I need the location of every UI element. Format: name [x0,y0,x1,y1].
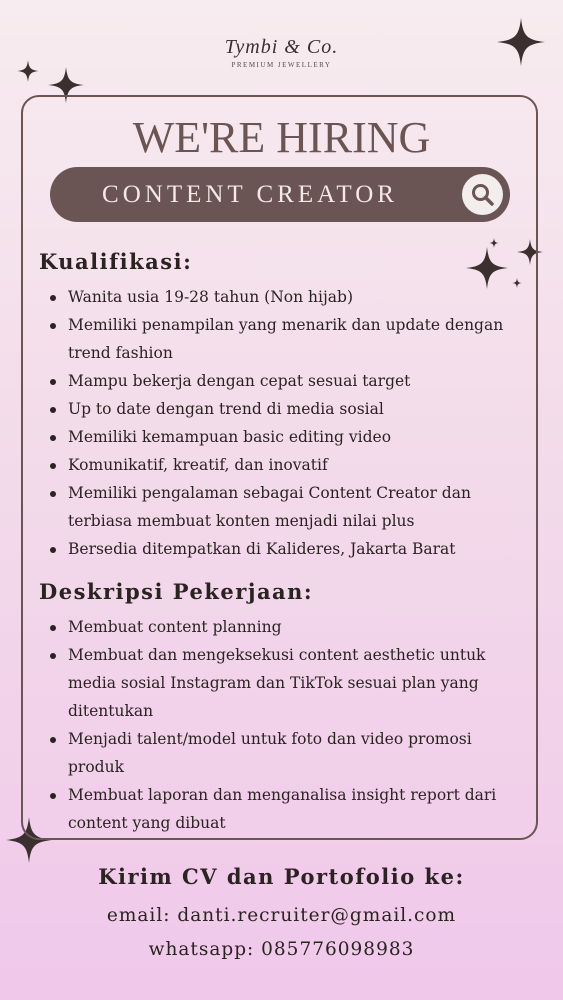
list-item: Memiliki kemampuan basic editing video [36,423,526,451]
list-item: Mampu bekerja dengan cepat sesuai target [36,367,526,395]
whatsapp-link[interactable]: whatsapp: 085776098983 [148,939,415,960]
list-item: Wanita usia 19-28 tahun (Non hijab) [36,283,526,311]
job-description-list [36,613,526,837]
list-item: Membuat laporan dan menganalisa insight report dari content yang dibuat [36,781,526,837]
position-title: CONTENT CREATOR [102,181,398,208]
search-icon [470,182,495,207]
list-item: Memiliki penampilan yang menarik dan update dengan trend fashion [36,311,526,367]
list-item: Memiliki pengalaman sebagai Content Creator dan terbiasa membuat konten menjadi nilai plus [36,479,526,535]
list-item: Menjadi talent/model untuk foto dan video promosi produk [36,725,526,781]
brand-tagline: PREMIUM JEWELLERY [231,61,332,69]
list-item: Up to date dengan trend di media sosial [36,395,526,423]
brand-name: Tymbi & Co. [224,36,339,58]
qualifications-list [36,283,526,563]
brand-logo [0,36,563,69]
job-description-title: Deskripsi Pekerjaan: [39,579,314,604]
email-link[interactable]: email: danti.recruiter@gmail.com [106,905,457,926]
headline: WE'RE HIRING [132,113,431,162]
cta-text: Kirim CV dan Portofolio ke: [98,864,465,889]
qualifications-title: Kualifikasi: [39,249,193,274]
search-button[interactable] [462,174,503,215]
list-item: Komunikatif, kreatif, dan inovatif [36,451,526,479]
list-item: Bersedia ditempatkan di Kalideres, Jakarta Barat [36,535,526,563]
list-item: Membuat content planning [36,613,526,641]
list-item: Membuat dan mengeksekusi content aesthetic untuk media sosial Instagram dan TikTok sesuai plan yang ditentukan [36,641,526,725]
position-banner [50,167,510,222]
